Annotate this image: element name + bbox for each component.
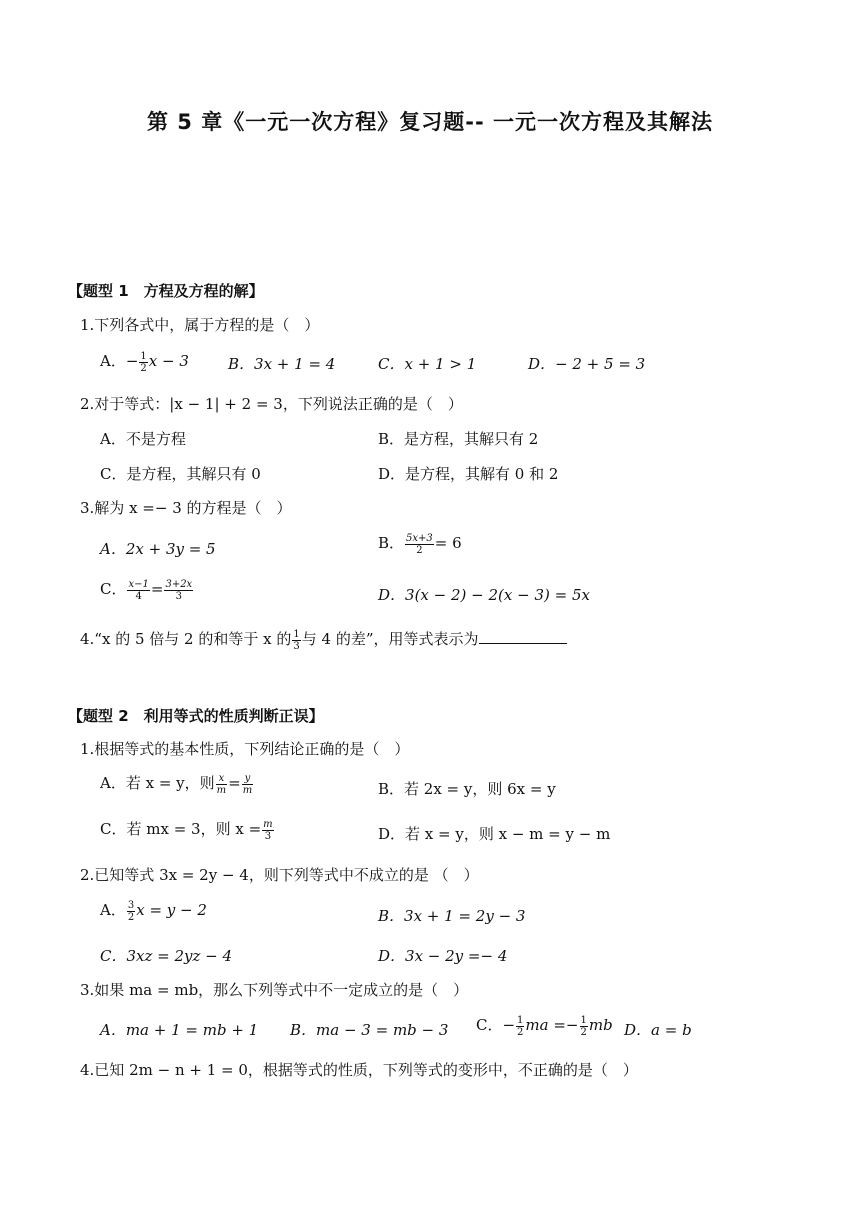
question-1-2-option-d: D．是方程，其解有 0 和 2 xyxy=(378,465,559,483)
question-2-2-option-a: A． $\frac{3}{2}$ x = y − 2 xyxy=(100,899,207,923)
question-1-1-option-a: A．− $\frac{1}{2}$ x − 3 xyxy=(100,350,189,374)
question-2-3-option-b: B．ma − 3 = mb − 3 xyxy=(290,1021,449,1039)
question-1-1-option-c: C．x + 1 > 1 xyxy=(378,355,477,373)
question-1-3-option-a: A．2x + 3y = 5 xyxy=(100,540,216,558)
question-2-2-option-d: D．3x − 2y =− 4 xyxy=(378,947,508,965)
question-2-3-option-c: C．− $\frac{1}{2}$ ma =− $\frac{1}{2}$ mb xyxy=(476,1014,613,1038)
question-1-1-option-d: D．− 2 + 5 = 3 xyxy=(528,355,646,373)
question-2-1-option-a: A．若 x = y，则 $\frac{x}{m}$ = $\frac{y}{m}$ xyxy=(100,772,253,796)
question-1-3-option-d: D．3(x − 2) − 2(x − 3) = 5x xyxy=(378,586,590,604)
question-1-2-stem: 2.对于等式：|x − 1| + 2 = 3，下列说法正确的是（ ） xyxy=(80,395,463,413)
question-1-1-option-b: B．3x + 1 = 4 xyxy=(228,355,336,373)
question-1-2-option-a: A．不是方程 xyxy=(100,430,186,448)
question-2-1-option-d: D．若 x = y，则 x − m = y − m xyxy=(378,825,611,843)
question-2-4-stem: 4.已知 2m − n + 1 = 0，根据等式的性质，下列等式的变形中，不正确的是（ ） xyxy=(80,1061,638,1079)
question-1-2-option-c: C．是方程，其解只有 0 xyxy=(100,465,261,483)
answer-blank xyxy=(479,629,567,644)
page-title: 第 5 章《一元一次方程》复习题-- 一元一次方程及其解法 xyxy=(147,110,713,134)
question-2-2-option-c: C．3xz = 2yz − 4 xyxy=(100,947,233,965)
question-1-3-option-b: B． $\frac{5x+3}{2}$ = 6 xyxy=(378,532,462,556)
section-heading-1: 【题型 1 方程及方程的解】 xyxy=(68,282,264,300)
question-2-3-option-d: D．a = b xyxy=(624,1021,692,1039)
question-2-3-option-a: A．ma + 1 = mb + 1 xyxy=(100,1021,259,1039)
question-2-2-stem: 2.已知等式 3x = 2y − 4，则下列等式中不成立的是 （ ） xyxy=(80,866,479,884)
question-1-3-stem: 3.解为 x =− 3 的方程是（ ） xyxy=(80,499,292,517)
question-1-2-option-b: B．是方程，其解只有 2 xyxy=(378,430,539,448)
question-1-1-stem: 1.下列各式中，属于方程的是（ ） xyxy=(80,316,320,334)
question-1-3-option-c: C． $\frac{x-1}{4}$ = $\frac{3+2x}{3}$ xyxy=(100,578,193,602)
question-2-1-option-b: B．若 2x = y，则 6x = y xyxy=(378,780,556,798)
question-2-1-option-c: C．若 mx = 3，则 x = $\frac{m}{3}$ xyxy=(100,818,273,842)
question-2-2-option-b: B．3x + 1 = 2y − 3 xyxy=(378,907,526,925)
question-2-1-stem: 1.根据等式的基本性质，下列结论正确的是（ ） xyxy=(80,740,410,758)
question-1-4: 4.“x 的 5 倍与 2 的和等于 x 的 $\frac{1}{3}$ 与 4 的差”，用等式表示为 xyxy=(80,628,567,652)
question-2-3-stem: 3.如果 ma = mb，那么下列等式中不一定成立的是（ ） xyxy=(80,981,469,999)
section-heading-2: 【题型 2 利用等式的性质判断正误】 xyxy=(68,707,324,725)
